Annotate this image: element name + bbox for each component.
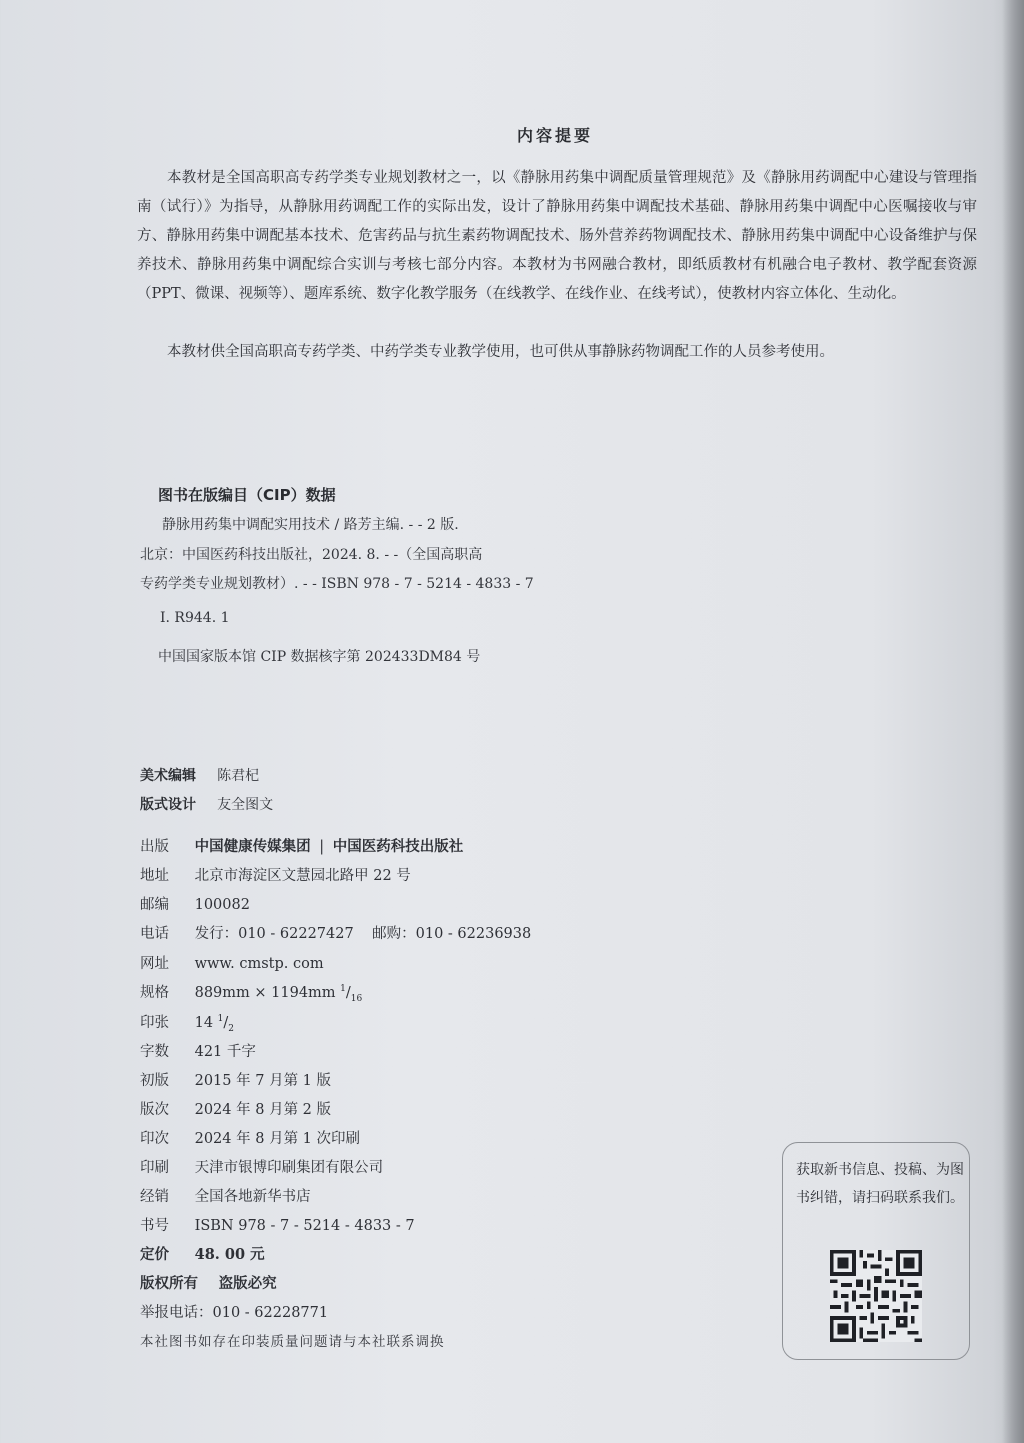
info-label: 规格 — [140, 985, 169, 1001]
info-label: 网址 — [140, 956, 169, 972]
piracy-text: 盗版必究 — [218, 1275, 277, 1292]
cip-classification: Ⅰ. R944. 1 — [160, 610, 230, 626]
format-fraction-denominator: 16 — [350, 993, 363, 1004]
info-label: 字数 — [140, 1044, 169, 1060]
publisher-separator: | — [319, 839, 325, 855]
info-row-address — [140, 864, 411, 884]
info-row-format — [140, 981, 363, 1004]
format-fraction-slash: / — [345, 985, 351, 1001]
info-row-report — [140, 1301, 328, 1321]
info-row-printing — [140, 1127, 360, 1147]
info-label: 电话 — [140, 926, 169, 942]
info-label: 定价 — [140, 1246, 169, 1263]
info-row-sheets — [140, 1011, 235, 1034]
info-value: ISBN 978 - 7 - 5214 - 4833 - 7 — [194, 1218, 415, 1234]
info-label: 印刷 — [140, 1160, 169, 1176]
credit-value: 友全图文 — [217, 797, 274, 813]
info-label: 出版 — [140, 839, 169, 855]
info-value: 天津市银博印刷集团有限公司 — [194, 1160, 384, 1176]
info-label: 初版 — [140, 1073, 169, 1089]
cip-line-3: 专药学类专业规划教材）. - - ISBN 978 - 7 - 5214 - 4833 - 7 — [140, 576, 534, 592]
summary-paragraph-1: 本教材是全国高职高专药学类专业规划教材之一，以《静脉用药集中调配质量管理规范》及《静脉用药调配中心建设与管理指南（试行）》为指导，从静脉用药调配工作的实际出发，设计了静脉用药集中调配技术基础、静脉用药集中调配中心医嘱接收与审方、静脉用药集中调配基本技术、危害药品与抗生素药物调配技术、肠外营养药物调配技术、静脉用药集中调配中心设备维护与保养技术、静脉用药集中调配综合实训与考核七部分内容。本教材为书网融合教材，即纸质教材有机融合电子教材、教学配套资源（PPT、微课、视频等）、题库系统、数字化教学服务（在线教学、在线作业、在线考试），使教材内容立体化、生动化。 — [137, 170, 977, 302]
info-value: 14 — [194, 1015, 218, 1031]
info-label: 经销 — [140, 1189, 169, 1205]
info-row-publisher — [140, 835, 463, 855]
info-row-isbn — [140, 1214, 415, 1234]
cip-line-1: 静脉用药集中调配实用技术 / 路芳主编. - - 2 版. — [162, 517, 459, 533]
info-label: 印张 — [140, 1015, 169, 1031]
sheets-fraction-numerator: 1 — [217, 1014, 224, 1025]
info-value: 2024 年 8 月第 1 次印刷 — [194, 1131, 361, 1147]
info-row-first-edition — [140, 1069, 331, 1089]
publisher-name: 中国医药科技出版社 — [332, 838, 464, 855]
info-row-website — [140, 952, 324, 972]
cip-heading: 图书在版编目（CIP）数据 — [158, 486, 336, 504]
credit-layout-design — [140, 794, 273, 814]
info-label: 地址 — [140, 868, 169, 884]
credit-label: 美术编辑 — [140, 768, 196, 784]
report-phone: 举报电话：010 - 62228771 — [140, 1305, 329, 1321]
credit-value: 陈君杞 — [217, 768, 260, 784]
book-spine-shadow — [1002, 0, 1024, 1443]
info-value: 发行：010 - 62227427 邮购：010 - 62236938 — [194, 926, 532, 942]
info-value: 2024 年 8 月第 2 版 — [194, 1102, 332, 1118]
info-row-copyright — [140, 1272, 277, 1292]
info-label: 书号 — [140, 1218, 169, 1234]
info-row-phone — [140, 922, 531, 942]
credit-art-editor — [140, 765, 259, 785]
info-row-price — [140, 1243, 265, 1263]
info-value: 100082 — [194, 897, 250, 913]
format-fraction-numerator: 1 — [340, 984, 346, 995]
info-value: 421 千字 — [194, 1044, 256, 1060]
summary-paragraph-2: 本教材供全国高职高专药学类、中药学类专业教学使用，也可供从事静脉药物调配工作的人员参考使用。 — [167, 344, 834, 360]
info-row-distributor — [140, 1185, 311, 1205]
qr-callout-text: 获取新书信息、投稿、为图书纠错，请扫码联系我们。 — [796, 1162, 964, 1206]
sheets-fraction-slash: / — [223, 1015, 229, 1031]
info-value: 48. 00 元 — [194, 1246, 265, 1263]
info-label: 邮编 — [140, 897, 169, 913]
summary-title: 内容提要 — [516, 126, 593, 145]
info-value: 889mm × 1194mm — [194, 985, 341, 1001]
publisher-group: 中国健康传媒集团 — [194, 838, 311, 855]
credit-label: 版式设计 — [140, 797, 196, 813]
info-value: 北京市海淀区文慧园北路甲 22 号 — [194, 868, 411, 884]
info-row-postcode — [140, 893, 250, 913]
cip-record-number: 中国国家版本馆 CIP 数据核字第 202433DM84 号 — [158, 649, 481, 665]
info-label: 版次 — [140, 1102, 169, 1118]
copyright-text: 版权所有 — [140, 1275, 198, 1292]
info-value: 全国各地新华书店 — [194, 1189, 311, 1205]
cip-line-2: 北京：中国医药科技出版社，2024. 8. - -（全国高职高 — [140, 547, 483, 563]
info-value: www. cmstp. com — [194, 956, 324, 972]
info-value: 2015 年 7 月第 1 版 — [194, 1073, 332, 1089]
info-label: 印次 — [140, 1131, 169, 1147]
quality-notice: 本社图书如存在印装质量问题请与本社联系调换 — [140, 1334, 445, 1350]
info-row-printer — [140, 1156, 383, 1176]
info-row-edition — [140, 1098, 331, 1118]
info-row-words — [140, 1040, 256, 1060]
sheets-fraction-denominator: 2 — [228, 1023, 235, 1034]
qr-code-icon[interactable] — [830, 1250, 922, 1342]
